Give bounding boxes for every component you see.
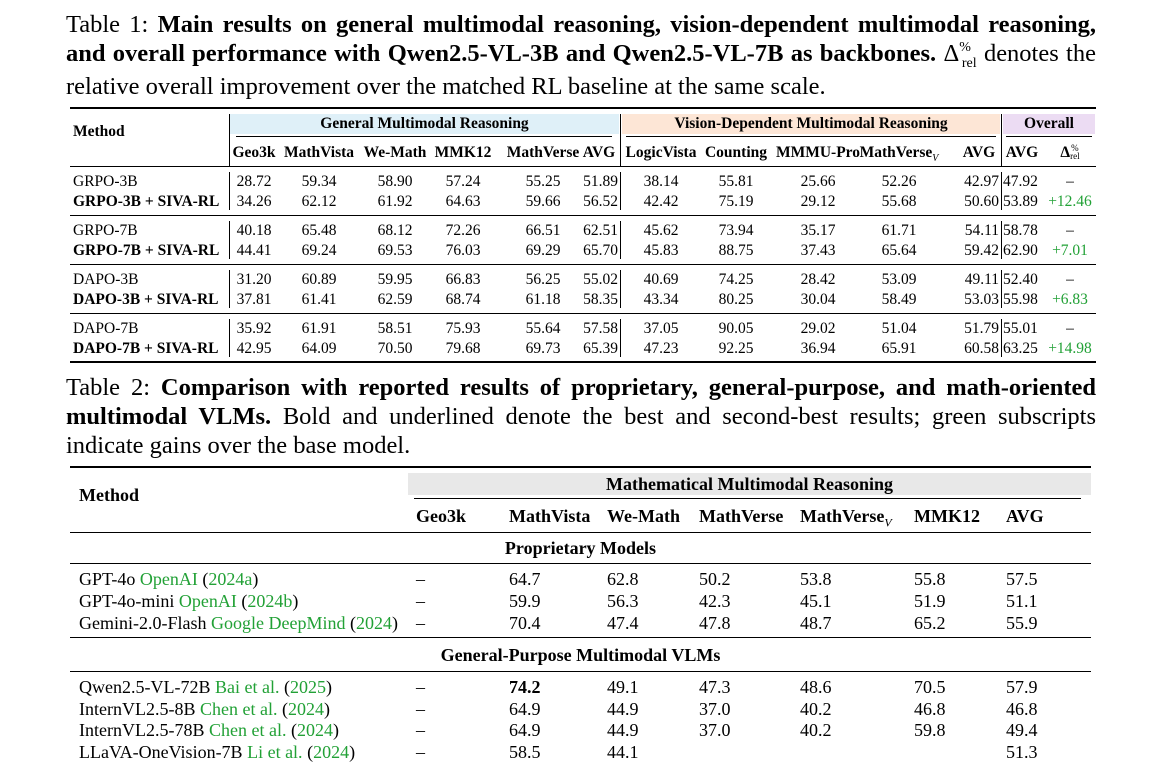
table1-cell: 40.69	[643, 271, 679, 288]
table1-cell: 35.17	[800, 222, 836, 239]
table1-cell: 55.98	[1003, 291, 1038, 308]
t2-cell: –	[416, 677, 425, 697]
t2-row-method: GPT-4o OpenAI (2024a)	[79, 569, 259, 589]
table1-cell: 57.24	[445, 173, 481, 190]
table1-cell: 30.04	[800, 291, 836, 308]
table2-caption	[66, 373, 1096, 460]
t2-cell: 47.8	[699, 613, 731, 633]
t2-row-method: InternVL2.5-78B Chen et al. (2024)	[79, 720, 339, 740]
t2-citation: Chen et al.	[208, 720, 287, 740]
table1-cell: 66.83	[445, 271, 481, 288]
col-header-6: LogicVista	[625, 144, 697, 161]
table1-cell: 76.03	[445, 242, 481, 259]
col-header-7: Counting	[704, 144, 768, 161]
t2-col-header-1: MathVista	[509, 506, 591, 526]
t2-cell: –	[416, 569, 425, 589]
table1-cell: –	[1066, 173, 1074, 190]
table1-cell: 51.79	[964, 320, 999, 337]
t2-citation: OpenAI	[178, 591, 237, 611]
method-header: Method	[73, 123, 125, 140]
t2-header-rule	[70, 532, 1091, 533]
t2-citation-year: 2024b	[247, 591, 293, 611]
t2-cell: 48.7	[800, 613, 832, 633]
table1-cell: 59.42	[964, 242, 999, 259]
t2-col-header-2: We-Math	[607, 506, 680, 526]
table1-cell: 49.11	[964, 271, 999, 288]
table1-cell: 90.05	[718, 320, 754, 337]
table1-cell: 61.18	[525, 291, 561, 308]
table2-caption-bold: Comparison with reported results of proprietary, general-purpose, and math-oriented multimodal VLMs.	[66, 374, 1097, 430]
t2-cell: 40.2	[800, 698, 832, 719]
t2-method-header: Method	[79, 485, 139, 505]
t2-section2b-rule	[70, 671, 1091, 672]
table1-cell: 55.81	[718, 173, 754, 190]
table1-cell: 55.25	[525, 173, 561, 190]
t2-cell: 59.9	[509, 591, 541, 611]
t2-citation-year: 2024	[287, 698, 324, 719]
t2-cell: 56.3	[607, 591, 639, 611]
table1-cell: 60.58	[964, 340, 999, 357]
table1-cell: 72.26	[445, 222, 481, 239]
t2-citation: OpenAI	[139, 569, 198, 589]
table1-cell: 56.25	[525, 271, 561, 288]
t2-cell: 44.9	[607, 698, 639, 719]
delta-sup: %	[1071, 143, 1079, 153]
t2-model-name: GPT-4o-mini	[79, 591, 175, 611]
t2-cell: –	[416, 741, 425, 762]
t2-cell: 74.2	[509, 677, 541, 697]
table1-cell: +6.83	[1052, 291, 1088, 308]
t2-citation: Chen et al.	[199, 698, 278, 719]
t2-group-header: Mathematical Multimodal Reasoning	[606, 474, 893, 494]
table1-cell: 53.03	[964, 291, 999, 308]
t2-model-name: Gemini-2.0-Flash	[79, 613, 207, 633]
table1-cell: 40.18	[236, 222, 272, 239]
table1-row-method: DAPO-7B + SIVA-RL	[73, 340, 219, 357]
table1-cell: 38.14	[643, 173, 679, 190]
table1-cell: 75.19	[718, 193, 754, 210]
table1-cell: 44.41	[236, 242, 272, 259]
t2-citation: Bai et al.	[214, 677, 280, 697]
t2-model-name: InternVL2.5-78B	[79, 720, 205, 740]
t2-cell: –	[416, 698, 425, 719]
t2-model-name: GPT-4o	[79, 569, 136, 589]
t2-cell: 57.5	[1006, 569, 1038, 589]
table1-cell: 58.78	[1003, 222, 1038, 239]
col-header-3: MMK12	[434, 144, 492, 161]
table1-row-method: GRPO-3B + SIVA-RL	[73, 193, 220, 210]
table1-cell: 62.12	[301, 193, 337, 210]
table1-cell: 61.41	[301, 291, 337, 308]
table1-cell: 92.25	[718, 340, 754, 357]
table1-cell: 62.90	[1003, 242, 1038, 259]
t2-group-underline	[414, 498, 1081, 499]
table1-cell: 43.34	[643, 291, 679, 308]
table1-cell: 54.11	[964, 222, 999, 239]
table1-caption	[66, 10, 1096, 101]
group-overall-header: Overall	[1024, 115, 1074, 132]
t2-cell: 53.8	[800, 569, 832, 589]
table1-cell: 56.52	[583, 193, 618, 210]
table1-cell: +12.46	[1048, 193, 1092, 210]
col-header-supsub	[1070, 144, 1080, 160]
table1-cell: 29.12	[800, 193, 836, 210]
table1-cell: 65.91	[881, 340, 917, 357]
col-header-text: Δ	[1060, 144, 1071, 161]
col-header-11: AVG	[1005, 144, 1039, 161]
overall-group-underline	[1006, 136, 1092, 137]
table1-cell: 52.40	[1003, 271, 1038, 288]
table1-cell: 65.70	[583, 242, 618, 259]
col-header-10: AVG	[962, 144, 996, 161]
table1-cell: 53.09	[881, 271, 917, 288]
col-header-1: MathVista	[283, 144, 355, 161]
t2-cell: 65.2	[914, 613, 946, 633]
divider-vision-2	[1001, 221, 1002, 259]
table1-cell: 37.43	[800, 242, 836, 259]
table1-row-method: DAPO-3B + SIVA-RL	[73, 291, 219, 308]
t2-citation-year: 2024	[355, 613, 392, 633]
table1-cell: 58.35	[583, 291, 618, 308]
table1-cell: 28.42	[800, 271, 836, 288]
col-header-12	[1025, 143, 1115, 162]
t2-cell: 47.3	[699, 677, 731, 697]
t2-row-method: GPT-4o-mini OpenAI (2024b)	[79, 591, 299, 611]
t2-row-method: LLaVA-OneVision-7B Li et al. (2024)	[79, 741, 356, 762]
table1-cell: 69.29	[525, 242, 561, 259]
table1-cell: –	[1066, 222, 1074, 239]
table1-cell: 62.51	[583, 222, 618, 239]
table1-cell: 55.68	[881, 193, 917, 210]
table1-cell: 28.72	[236, 173, 272, 190]
col-header-0: Geo3k	[232, 144, 276, 161]
table1-cell: 31.20	[236, 271, 272, 288]
t2-citation: Li et al.	[247, 741, 303, 762]
t2-cell: 64.9	[509, 698, 541, 719]
table1-cell: 70.50	[377, 340, 413, 357]
table1-cell: 42.97	[964, 173, 999, 190]
divider-vision-4	[1001, 319, 1002, 357]
table1-caption-rest: denotes the relative overall improvement over the matched RL baseline at the same scale.	[66, 40, 1096, 100]
t2-row-method: Qwen2.5-VL-72B Bai et al. (2025)	[79, 677, 332, 697]
table1-caption-label: Table 1:	[66, 11, 149, 38]
t2-model-name: LLaVA-OneVision-7B	[79, 741, 243, 762]
t2-cell: –	[416, 591, 425, 611]
table1-cell: 79.68	[445, 340, 481, 357]
table1-cell: +7.01	[1052, 242, 1088, 259]
col-header-2: We-Math	[363, 144, 427, 161]
col-header-4: MathVerse	[506, 144, 580, 161]
vision-group-underline	[626, 136, 996, 137]
t2-cell: 62.8	[607, 569, 639, 589]
t2-cell: 70.4	[509, 613, 541, 633]
t2-cell: 40.2	[800, 720, 832, 740]
table2-caption-label: Table 2:	[66, 374, 151, 401]
table1-row-method: GRPO-7B + SIVA-RL	[73, 242, 220, 259]
table1-cell: 58.49	[881, 291, 917, 308]
table1-cell: 64.63	[445, 193, 481, 210]
table1-cell: 65.39	[583, 340, 618, 357]
table1-caption-delta: $\Delta^{\%}_{rel}$	[943, 40, 977, 71]
t2-section1-rule	[70, 563, 1091, 564]
col-header-5: AVG	[582, 144, 616, 161]
t2-cell: –	[416, 613, 425, 633]
table1-cell: 45.62	[643, 222, 679, 239]
table1-cell: 59.34	[301, 173, 337, 190]
t2-cell: 46.8	[1006, 698, 1038, 719]
col-header-8: MMMU-Pro	[775, 144, 861, 161]
table1-cell: 58.90	[377, 173, 413, 190]
t2-section-general: General-Purpose Multimodal VLMs	[440, 645, 721, 665]
table1-cell: 51.04	[881, 320, 917, 337]
table1-cell: 68.74	[445, 291, 481, 308]
t2-section2-rule	[70, 637, 1091, 638]
col-header-9	[854, 143, 944, 168]
table1-caption-bold: Main results on general multimodal reasoning, vision-dependent multimodal reasoning, and overall performance with Qwen2.5-VL-3B and Qwen2.5-VL-7B as backbones.	[66, 11, 1097, 67]
t2-model-name: InternVL2.5-8B	[79, 698, 196, 719]
t2-cell: 64.7	[509, 569, 541, 589]
table1-cell: 58.51	[377, 320, 413, 337]
t2-cell: 57.9	[1006, 677, 1038, 697]
table1-cell: 69.24	[301, 242, 337, 259]
group-rule-0	[70, 215, 1096, 216]
t2-top-rule	[70, 466, 1091, 468]
col-header-text: MathVerse	[859, 144, 933, 161]
table1-cell: 62.59	[377, 291, 413, 308]
table1-cell: 66.51	[525, 222, 561, 239]
t2-cell: 49.1	[607, 677, 639, 697]
table1-row-method: GRPO-3B	[73, 173, 138, 190]
t2-cell: 50.2	[699, 569, 731, 589]
t2-cell: 46.8	[914, 698, 946, 719]
t2-cell: 64.9	[509, 720, 541, 740]
table1-cell: 42.95	[236, 340, 272, 357]
t2-cell: 55.9	[1006, 613, 1038, 633]
table1-cell: 65.64	[881, 242, 917, 259]
t2-citation-year: 2024a	[208, 569, 253, 589]
table1-cell: 75.93	[445, 320, 481, 337]
delta-sub: rel	[1070, 151, 1080, 161]
table1-cell: 57.58	[583, 320, 618, 337]
t2-cell: 48.6	[800, 677, 832, 697]
group-general-header: General Multimodal Reasoning	[320, 115, 529, 132]
t2-cell: 51.1	[1006, 591, 1038, 611]
table1-cell: 36.94	[800, 340, 836, 357]
table1-row-method: GRPO-7B	[73, 222, 138, 239]
table1-cell: 88.75	[718, 242, 754, 259]
table1-cell: 69.73	[525, 340, 561, 357]
table1-cell: 61.71	[881, 222, 917, 239]
t2-col-header-5: MMK12	[914, 506, 980, 526]
table1-cell: 35.92	[236, 320, 272, 337]
table1-cell: 59.66	[525, 193, 561, 210]
table1-cell: 55.02	[583, 271, 618, 288]
table1-cell: 53.89	[1003, 193, 1038, 210]
t2-col-header-4	[800, 505, 892, 534]
table1-cell: 80.25	[718, 291, 754, 308]
table1-cell: 65.48	[301, 222, 337, 239]
t2-row-method: InternVL2.5-8B Chen et al. (2024)	[79, 698, 330, 719]
t2-cell: 45.1	[800, 591, 832, 611]
table1-cell: +14.98	[1048, 340, 1092, 357]
table1-cell: 73.94	[718, 222, 754, 239]
table2-caption-rest: Bold and underlined denote the best and second-best results; green subscripts indicate gains over the base model.	[66, 403, 1096, 459]
table1-cell: 63.25	[1003, 340, 1038, 357]
table1-cell: 42.42	[643, 193, 679, 210]
t2-col-header-sub: V	[884, 515, 892, 530]
t2-cell: 37.0	[699, 720, 731, 740]
table1-cell: 69.53	[377, 242, 413, 259]
table1-cell: 25.66	[800, 173, 836, 190]
t2-col-header-3: MathVerse	[699, 506, 784, 526]
table1-cell: 61.92	[377, 193, 413, 210]
t2-cell: 44.1	[607, 741, 639, 762]
table1-cell: 64.09	[301, 340, 337, 357]
t2-model-name: Qwen2.5-VL-72B	[79, 677, 211, 697]
top-rule	[70, 107, 1096, 109]
t2-cell: 47.4	[607, 613, 639, 633]
table1-cell: 29.02	[800, 320, 836, 337]
t2-cell: 49.4	[1006, 720, 1038, 740]
t2-citation: Google DeepMind	[211, 613, 346, 633]
t2-col-header-text: MathVerse	[800, 506, 885, 526]
t2-cell: 58.5	[509, 741, 541, 762]
table1-row-method: DAPO-3B	[73, 271, 139, 288]
t2-citation-year: 2024	[296, 720, 333, 740]
general-group-underline	[236, 136, 612, 137]
t2-col-header-0: Geo3k	[416, 506, 467, 526]
table1-cell: 47.92	[1003, 173, 1038, 190]
t2-cell: 37.0	[699, 698, 731, 719]
table1-cell: 34.26	[236, 193, 272, 210]
t2-row-method: Gemini-2.0-Flash Google DeepMind (2024)	[79, 613, 398, 633]
table1-cell: 68.12	[377, 222, 413, 239]
table1-cell: 59.95	[377, 271, 413, 288]
t2-citation-year: 2025	[289, 677, 326, 697]
table1-row-method: DAPO-7B	[73, 320, 139, 337]
table1-cell: 37.05	[643, 320, 679, 337]
table1-cell: 51.89	[583, 173, 618, 190]
t2-section-proprietary: Proprietary Models	[504, 538, 657, 558]
table1-cell: 61.91	[301, 320, 337, 337]
t2-cell: 51.3	[1006, 741, 1038, 762]
group-rule-2	[70, 313, 1096, 314]
table1-cell: –	[1066, 271, 1074, 288]
table1-cell: 37.81	[236, 291, 272, 308]
table1-cell: 47.23	[643, 340, 679, 357]
group-rule-1	[70, 264, 1096, 265]
bottom-rule	[70, 361, 1096, 363]
table1-cell: 74.25	[718, 271, 754, 288]
divider-vision-1	[1001, 172, 1002, 210]
t2-cell: 51.9	[914, 591, 946, 611]
divider-vision-3	[1001, 270, 1002, 308]
table1-cell: –	[1066, 320, 1074, 337]
col-header-sub: V	[932, 153, 939, 165]
group-vision-header: Vision-Dependent Multimodal Reasoning	[674, 115, 948, 132]
table1-cell: 55.64	[525, 320, 561, 337]
t2-col-header-6: AVG	[1006, 506, 1044, 526]
table1-cell: 60.89	[301, 271, 337, 288]
t2-cell: 70.5	[914, 677, 946, 697]
table1-cell: 45.83	[643, 242, 679, 259]
t2-citation-year: 2024	[313, 741, 350, 762]
t2-cell: 59.8	[914, 720, 946, 740]
t2-cell: –	[416, 720, 425, 740]
t2-cell: 55.8	[914, 569, 946, 589]
table1-cell: 55.01	[1003, 320, 1038, 337]
table1-cell: 50.60	[964, 193, 999, 210]
t2-cell: 44.9	[607, 720, 639, 740]
table1-cell: 52.26	[881, 173, 917, 190]
t2-cell: 42.3	[699, 591, 731, 611]
